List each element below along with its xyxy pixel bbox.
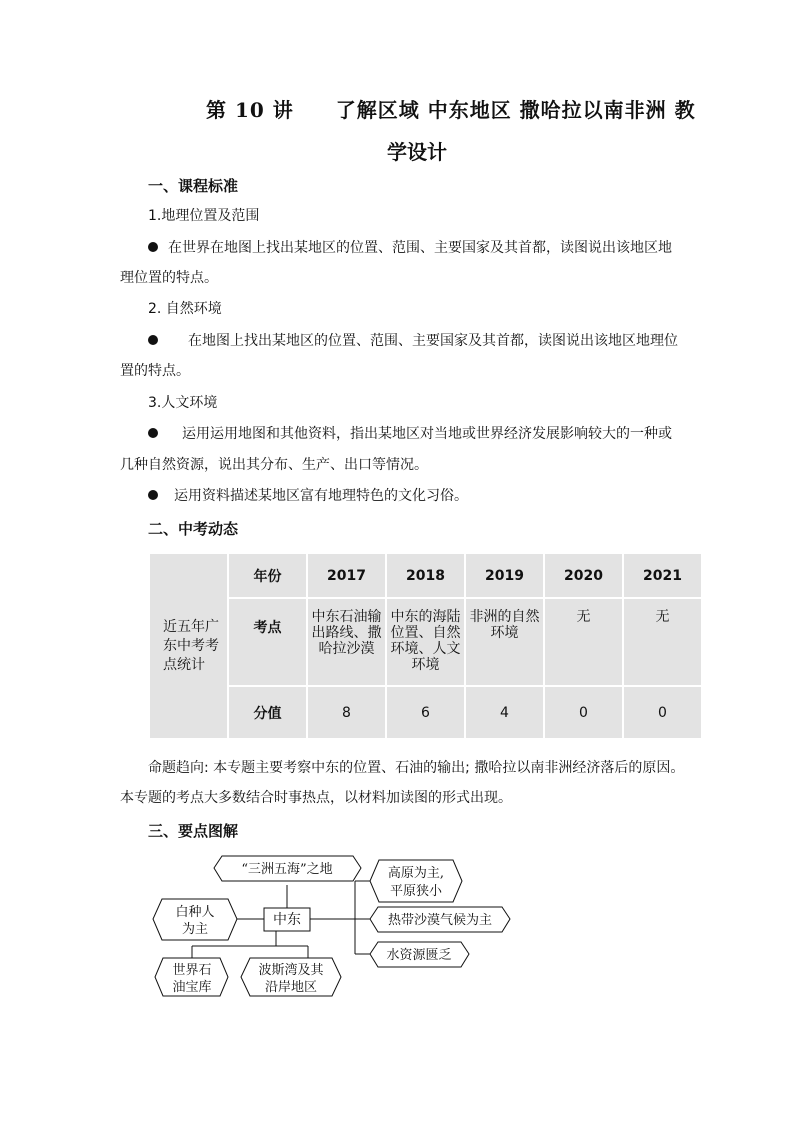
topic-cell: 中东的海陆位置、自然环境、人文环境	[386, 598, 465, 686]
right-node-1-label-1: 高原为主,	[387, 866, 445, 881]
bottom-left-label-1: 世界石	[172, 963, 212, 978]
item-1-bullet-line-1: 在世界在地图上找出某地区的位置、范围、主要国家及其首都，读图说出该地区地	[148, 238, 672, 258]
score-cell: 0	[623, 686, 702, 739]
score-cell: 4	[465, 686, 544, 739]
left-node-label-2: 为主	[181, 922, 209, 937]
table-row-label: 近五年广东中考考点统计	[149, 553, 228, 739]
item-2-bullet-line-2: 置的特点。	[120, 363, 190, 379]
right-node-1-label-2: 平原狭小	[389, 884, 443, 899]
year-cell: 2021	[623, 553, 702, 598]
item-1-title: 1.地理位置及范围	[148, 208, 260, 224]
left-node-label-1: 白种人	[175, 905, 215, 920]
section-2-heading: 二、中考动态	[148, 520, 239, 538]
section-1-heading: 一、课程标准	[148, 177, 239, 195]
trend-line-1: 命题趋向: 本专题主要考察中东的位置、石油的输出; 撒哈拉以南非洲经济落后的原因。	[148, 760, 685, 776]
exam-stats-table	[148, 552, 703, 740]
right-node-2-label: 热带沙漠气候为主	[387, 913, 493, 928]
bullet-icon	[148, 490, 158, 500]
topic-cell: 中东石油输出路线、撒哈拉沙漠	[307, 598, 386, 686]
year-cell: 2019	[465, 553, 544, 598]
bottom-left-label-2: 油宝库	[172, 980, 212, 995]
bottom-mid-label-1: 波斯湾及其	[258, 963, 324, 978]
score-cell: 6	[386, 686, 465, 739]
item-3-bullet-2: 运用资料描述某地区富有地理特色的文化习俗。	[148, 486, 468, 506]
key-points-diagram	[150, 848, 530, 1003]
bottom-mid-label-2: 沿岸地区	[264, 980, 318, 995]
document-title-line-1: 第 10 讲 了解区域 中东地区 撒哈拉以南非洲 教	[206, 98, 696, 122]
bullet-icon	[148, 335, 158, 345]
year-cell: 2018	[386, 553, 465, 598]
right-node-3-label: 水资源匮乏	[386, 948, 452, 963]
document-title-line-2: 学设计	[387, 140, 447, 164]
year-cell: 2017	[307, 553, 386, 598]
bullet-icon	[148, 242, 158, 252]
section-3-heading: 三、要点图解	[148, 822, 239, 840]
top-node-label: “三洲五海”之地	[241, 862, 333, 877]
item-3-title: 3.人文环境	[148, 395, 218, 411]
bullet-icon	[148, 428, 158, 438]
item-2-bullet-line-1: 在地图上找出某地区的位置、范围、主要国家及其首都，读图说出该地区地理位	[148, 331, 678, 351]
topic-header: 考点	[228, 598, 307, 686]
score-cell: 8	[307, 686, 386, 739]
item-3-bullet-1-line-2: 几种自然资源，说出其分布、生产、出口等情况。	[120, 457, 428, 473]
score-cell: 0	[544, 686, 623, 739]
item-3-bullet-1-line-1: 运用运用地图和其他资料，指出某地区对当地或世界经济发展影响较大的一种或	[148, 424, 672, 444]
year-header: 年份	[228, 553, 307, 598]
score-header: 分值	[228, 686, 307, 739]
trend-line-2: 本专题的考点大多数结合时事热点，以材料加读图的形式出现。	[120, 790, 512, 806]
topic-cell: 非洲的自然环境	[465, 598, 544, 686]
year-cell: 2020	[544, 553, 623, 598]
item-1-bullet-line-2: 理位置的特点。	[120, 270, 218, 286]
item-2-title: 2. 自然环境	[148, 301, 222, 317]
topic-cell: 无	[623, 598, 702, 686]
center-node-label: 中东	[273, 912, 301, 928]
topic-cell: 无	[544, 598, 623, 686]
